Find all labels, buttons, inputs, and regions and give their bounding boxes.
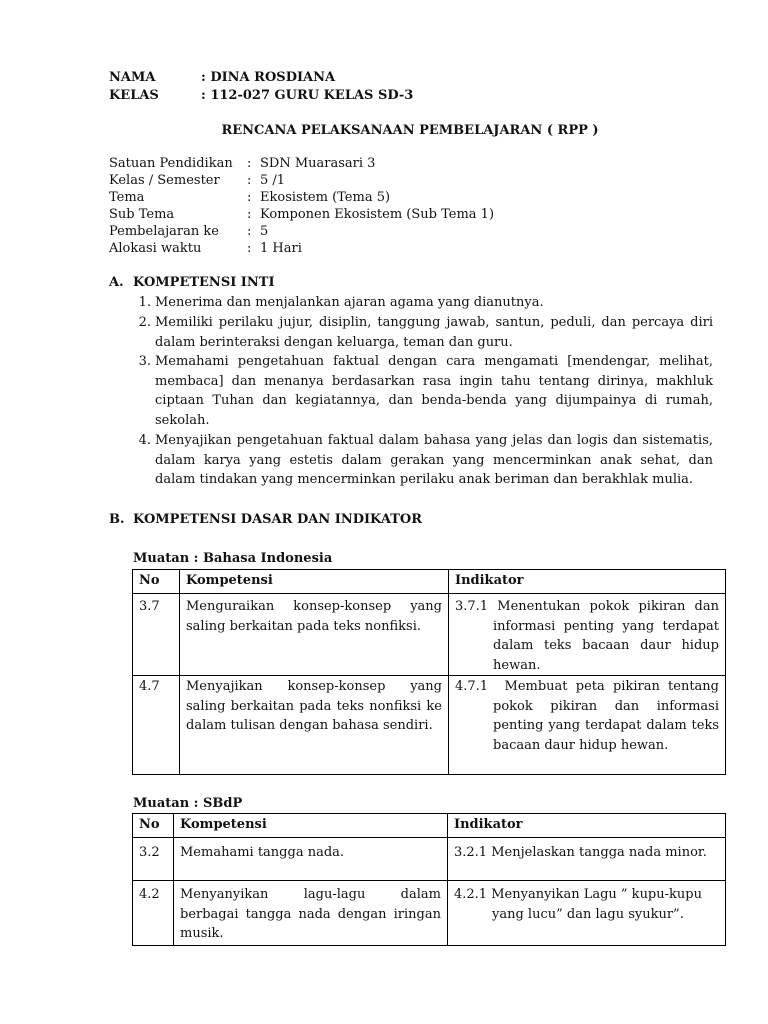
list-item-text: Menyajikan pengetahuan faktual dalam bahasa yang jelas dan logis dan sistematis, dalam karya yang estetis dalam gerakan yang mencerminkan anak sehat, dan dalam tindakan yang mencerminkan perilaku anak beriman dan berakhlak mulia. <box>155 433 713 487</box>
cell-no: 4.7 <box>133 676 180 775</box>
info-label-pembelajaran: Pembelajaran ke <box>109 224 219 239</box>
table-row <box>133 676 726 775</box>
cell-kompetensi: Menyajikan konsep-konsep yang saling berkaitan pada teks nonfiksi ke dalam tulisan dengan bahasa sendiri. <box>180 676 449 775</box>
info-colon: : <box>247 241 252 256</box>
header-kompetensi: Kompetensi <box>174 814 448 838</box>
section-a-letter: A. <box>109 275 124 290</box>
indikator-text <box>454 885 719 924</box>
class-value: : 112-027 GURU KELAS SD-3 <box>201 88 414 103</box>
info-colon: : <box>247 156 252 171</box>
indikator-number: 3.2.1 <box>454 845 488 860</box>
table-sbdp <box>132 813 726 946</box>
header-no: No <box>133 570 180 594</box>
indikator-text <box>455 677 719 755</box>
info-value-subtema: Komponen Ekosistem (Sub Tema 1) <box>260 207 495 222</box>
header-kompetensi: Kompetensi <box>180 570 449 594</box>
info-label-alokasi: Alokasi waktu <box>109 241 202 256</box>
class-label: KELAS <box>109 88 159 103</box>
info-colon: : <box>247 224 252 239</box>
cell-indikator <box>448 838 726 881</box>
header-indikator: Indikator <box>448 814 726 838</box>
cell-no: 3.7 <box>133 594 180 676</box>
list-item-text: Memiliki perilaku jujur, disiplin, tanggung jawab, santun, peduli, dan percaya diri dalam berinteraksi dengan keluarga, teman dan guru. <box>155 315 713 350</box>
section-b-title: KOMPETENSI DASAR DAN INDIKATOR <box>133 512 423 527</box>
section-a-title: KOMPETENSI INTI <box>133 275 275 290</box>
cell-no: 4.2 <box>133 881 174 946</box>
info-value-pembelajaran: 5 <box>260 224 269 239</box>
table-caption-bahasa-indonesia: Muatan : Bahasa Indonesia <box>133 551 333 566</box>
table-bahasa-indonesia <box>132 569 726 775</box>
table-header-row <box>133 814 726 838</box>
info-value-alokasi: 1 Hari <box>260 241 302 256</box>
info-colon: : <box>247 190 252 205</box>
cell-indikator <box>449 676 726 775</box>
list-item-text: Menerima dan menjalankan ajaran agama yang dianutnya. <box>155 295 544 310</box>
table-row <box>133 838 726 881</box>
indikator-text <box>455 597 719 675</box>
indikator-text <box>454 843 719 863</box>
list-item-number: 3. <box>138 354 151 369</box>
cell-indikator <box>448 881 726 946</box>
indikator-number: 4.2.1 <box>454 887 488 902</box>
indikator-description: Menyanyikan Lagu ” kupu-kupu yang lucu” dan lagu syukur”. <box>491 887 702 922</box>
list-item-text: Memahami pengetahuan faktual dengan cara mengamati [mendengar, melihat, membaca] dan menanya berdasarkan rasa ingin tahu tentang dirinya, makhluk ciptaan Tuhan dan kegiatannya, dan benda-benda yang dijumpainya di rumah, sekolah. <box>155 354 713 428</box>
indikator-number: 4.7.1 <box>455 679 489 694</box>
info-value-satuan: SDN Muarasari 3 <box>260 156 376 171</box>
name-value: : DINA ROSDIANA <box>201 70 336 85</box>
cell-kompetensi: Menguraikan konsep-konsep yang saling berkaitan pada teks nonfiksi. <box>180 594 449 676</box>
info-label-kelas: Kelas / Semester <box>109 173 220 188</box>
indikator-description: Membuat peta pikiran tentang pokok pikiran dan informasi penting yang terdapat dalam teks bacaan daur hidup hewan. <box>493 679 720 753</box>
document-title: RENCANA PELAKSANAAN PEMBELAJARAN ( RPP ) <box>221 123 599 138</box>
list-item-number: 4. <box>138 433 151 448</box>
table-header-row <box>133 570 726 594</box>
info-value-tema: Ekosistem (Tema 5) <box>260 190 391 205</box>
name-label: NAMA <box>109 70 156 85</box>
info-colon: : <box>247 207 252 222</box>
indikator-description: Menentukan pokok pikiran dan informasi penting yang terdapat dalam teks bacaan daur hidup hewan. <box>493 599 719 673</box>
table-row <box>133 594 726 676</box>
table-caption-sbdp: Muatan : SBdP <box>133 796 243 811</box>
cell-kompetensi: Memahami tangga nada. <box>174 838 448 881</box>
indikator-description: Menjelaskan tangga nada minor. <box>491 845 707 860</box>
info-label-tema: Tema <box>109 190 145 205</box>
list-item-number: 1. <box>138 295 151 310</box>
info-colon: : <box>247 173 252 188</box>
info-label-subtema: Sub Tema <box>109 207 175 222</box>
cell-indikator <box>449 594 726 676</box>
info-value-kelas: 5 /1 <box>260 173 286 188</box>
section-b-letter: B. <box>109 512 125 527</box>
table-row <box>133 881 726 946</box>
header-no: No <box>133 814 174 838</box>
cell-no: 3.2 <box>133 838 174 881</box>
cell-kompetensi: Menyanyikan lagu-lagu dalam berbagai tangga nada dengan iringan musik. <box>174 881 448 946</box>
indikator-number: 3.7.1 <box>455 599 489 614</box>
list-item-number: 2. <box>138 315 151 330</box>
header-indikator: Indikator <box>449 570 726 594</box>
info-label-satuan: Satuan Pendidikan <box>109 156 233 171</box>
